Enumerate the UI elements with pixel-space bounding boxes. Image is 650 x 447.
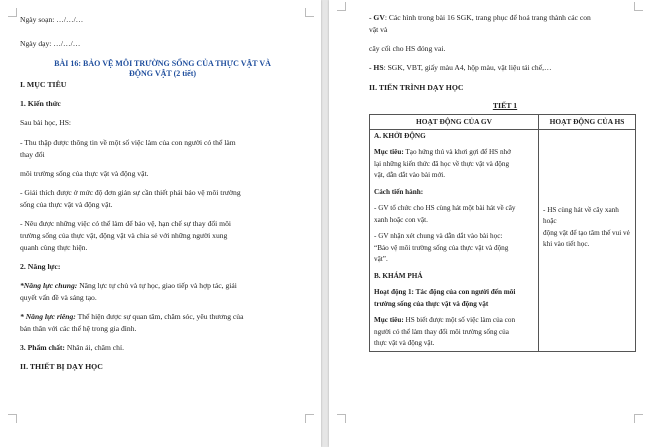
margin-corner-mark — [8, 414, 17, 423]
warmup-heading: A. KHỞI ĐỘNG — [374, 131, 426, 140]
subsection-knowledge: 1. Kiến thức — [20, 99, 61, 108]
margin-corner-mark — [337, 2, 346, 11]
lesson-title-line2: ĐỘNG VẬT (2 tiết) — [128, 69, 197, 78]
knowledge-item-3a: - Nêu được những việc có thể làm để bảo vệ, hạn chế sự thay đổi môi — [20, 219, 231, 228]
document-page-right — [329, 0, 650, 447]
warmup-step2: - GV nhận xét chung và dẫn dắt vào bài học: — [374, 232, 503, 240]
warmup-objective-cont1: lại những kiến thức đã học về thực vật và động — [374, 159, 510, 168]
activity1-objective-cont2: thực vật và động vật. — [374, 339, 435, 347]
activity1-objective — [374, 315, 534, 327]
general-competence-text: Năng lực tự chủ và tự học, giao tiếp và hợp tác, giải — [77, 281, 237, 290]
specific-competence — [20, 311, 305, 323]
warmup-step1: - GV tổ chức cho HS cùng hát một bài hát về cây — [374, 204, 516, 212]
student-step1-cont2: khi vào tiết học. — [543, 240, 590, 248]
warmup-step2-cont2: vật”. — [374, 255, 388, 263]
activity1-objective-cont1: người có thể làm thay đổi môi trường sống của — [374, 327, 509, 336]
section-procedure: II. TIẾN TRÌNH DẠY HỌC — [369, 83, 464, 92]
date-taught: Ngày dạy: …/…/… — [20, 39, 81, 48]
teacher-equipment-label: - GV — [369, 13, 385, 22]
student-step1: - HS cùng hát về cây xanh hoặc — [543, 205, 619, 225]
left-page-content — [20, 14, 305, 373]
qualities-text: Nhân ái, chăm chỉ. — [64, 343, 124, 352]
warmup-objective-text: Tạo hứng thú và khơi gợi để HS nhớ — [403, 148, 511, 156]
knowledge-item-3b: trường sống của thực vật, động vật và chia sẻ với những người xung — [20, 231, 228, 240]
knowledge-item-1a: - Thu thập được thông tin về một số việc làm của con người có thể làm — [20, 138, 236, 147]
margin-corner-mark — [634, 2, 643, 11]
activity1-objective-label: Mục tiêu: — [374, 316, 404, 324]
warmup-objective-cont2: vật, dẫn dắt vào bài mới. — [374, 171, 446, 179]
warmup-objective-label: Mục tiêu: — [374, 148, 404, 156]
teacher-equipment-text: : Các hình trong bài 16 SGK, trang phục để hoá trang thành các con — [384, 13, 591, 22]
margin-corner-mark — [337, 414, 346, 423]
student-equipment-text: : SGK, VBT, giấy màu A4, hộp màu, vật liệu tái chế,… — [383, 63, 552, 72]
activity1-title-cont: trường sống của thực vật và động vật — [374, 299, 489, 308]
qualities-label: 3. Phẩm chất: — [20, 343, 65, 352]
margin-corner-mark — [8, 8, 17, 17]
activity1-title: Hoạt động 1: Tác động của con người đến môi — [374, 288, 516, 296]
warmup-procedure-label: Cách tiến hành: — [374, 187, 424, 196]
general-competence-cont: quyết vấn đề và sáng tạo. — [20, 293, 97, 302]
student-step1-cont1: động vật để tạo tâm thế vui vẻ — [543, 228, 630, 237]
lesson-plan-table — [369, 114, 636, 352]
cell-spacer — [543, 131, 631, 205]
student-activity-cell — [539, 129, 636, 351]
document-page-left — [0, 0, 321, 447]
explore-heading: B. KHÁM PHÁ — [374, 271, 423, 280]
qualities — [20, 342, 305, 354]
table-row — [370, 129, 636, 351]
specific-competence-cont: bản thân với các thế hệ trong gia đình. — [20, 324, 137, 333]
table-header-row — [370, 115, 636, 130]
knowledge-item-1b: thay đổi — [20, 150, 45, 159]
intro-text: Sau bài học, HS: — [20, 118, 72, 127]
warmup-objective — [374, 147, 534, 159]
student-equipment — [369, 62, 641, 74]
knowledge-item-1c: môi trường sống của thực vật và động vật. — [20, 169, 149, 178]
right-page-content — [369, 12, 641, 352]
specific-competence-text: Thể hiện được sự quan tâm, chăm sóc, yêu thương của — [75, 312, 244, 321]
margin-corner-mark — [634, 414, 643, 423]
general-competence — [20, 280, 305, 292]
knowledge-item-2b: sống của thực vật và động vật. — [20, 200, 113, 209]
date-prepared: Ngày soạn: …/…/… — [20, 15, 84, 24]
knowledge-item-2a: - Giải thích được ở mức độ đơn giản sự cần thiết phải bảo vệ môi trường — [20, 188, 241, 197]
warmup-step2-cont1: “Bảo vệ môi trường sống của thực vật và động — [374, 243, 509, 252]
col-student-header: HOẠT ĐỘNG CỦA HS — [539, 115, 636, 130]
lesson-title-line1: BÀI 16: BẢO VỆ MÔI TRƯỜNG SỐNG CỦA THỰC VẬT VÀ — [54, 59, 271, 68]
teacher-equipment-cont: vật và — [369, 25, 388, 34]
margin-corner-mark — [305, 414, 314, 423]
period-title: TIẾT 1 — [492, 101, 518, 110]
margin-corner-mark — [305, 8, 314, 17]
teacher-equipment — [369, 12, 641, 24]
subsection-competence: 2. Năng lực: — [20, 262, 61, 271]
knowledge-item-3c: quanh cùng thực hiện. — [20, 243, 88, 252]
activity1-objective-text: HS biết được một số việc làm của con — [403, 316, 516, 324]
teacher-activity-cell — [370, 129, 539, 351]
general-competence-label: *Năng lực chung: — [20, 281, 78, 290]
section-objectives: I. MỤC TIÊU — [20, 80, 67, 89]
section-equipment: II. THIẾT BỊ DẠY HỌC — [20, 362, 103, 371]
student-equipment-label: - HS — [369, 63, 384, 72]
specific-competence-label: * Năng lực riêng: — [20, 312, 76, 321]
warmup-step1-cont: xanh hoặc con vật. — [374, 215, 428, 224]
teacher-equipment-cont2: cây cối cho HS đóng vai. — [369, 44, 446, 53]
col-teacher-header: HOẠT ĐỘNG CỦA GV — [370, 115, 539, 130]
